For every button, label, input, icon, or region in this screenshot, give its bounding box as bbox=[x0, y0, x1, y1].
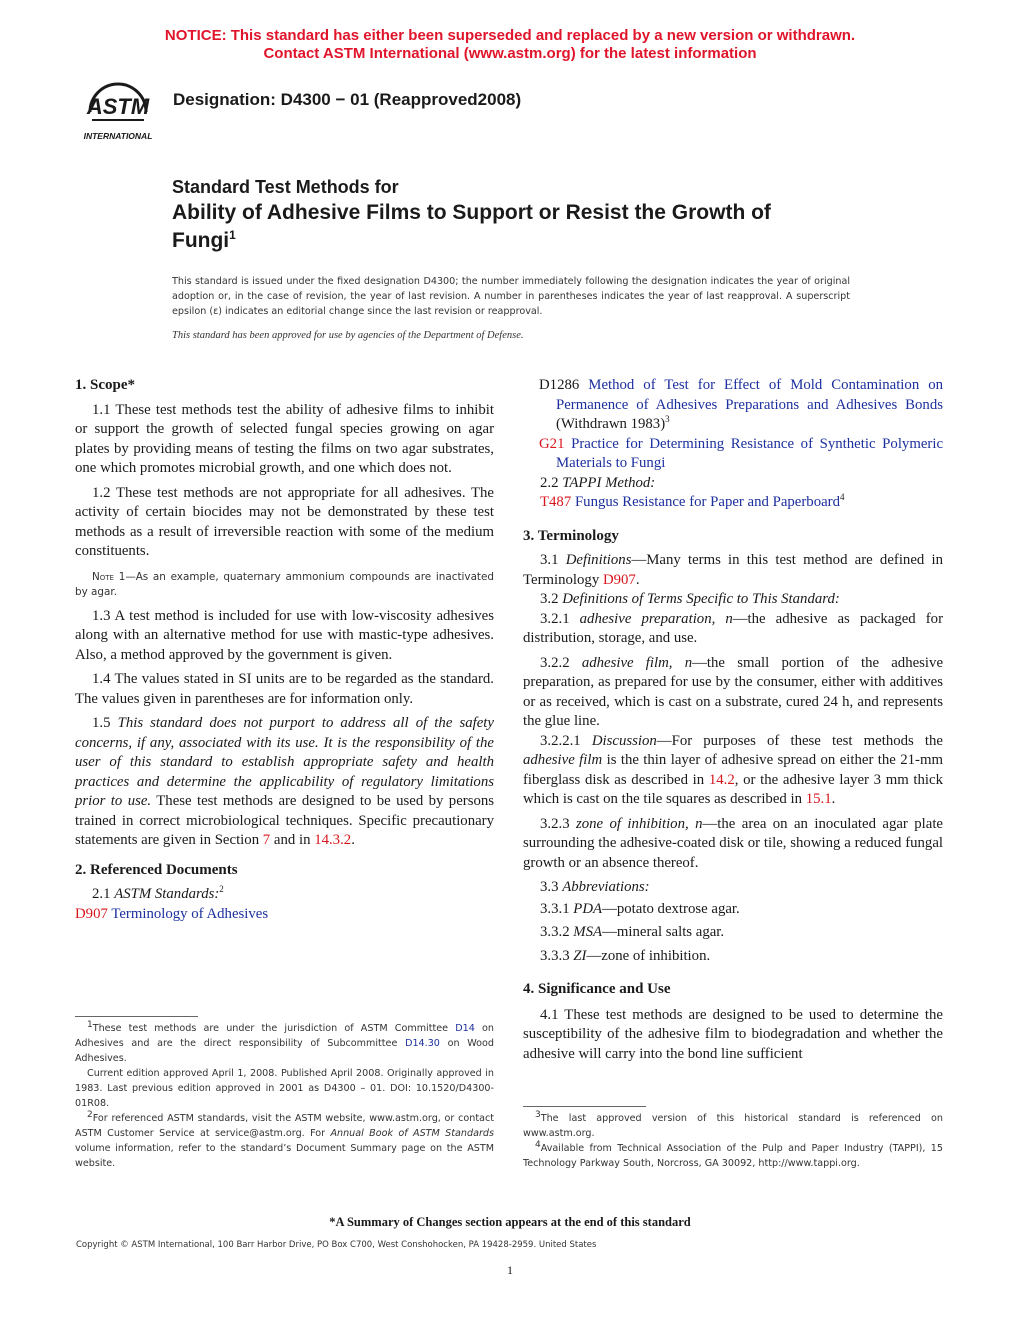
section-scope-heading: 1. Scope* bbox=[75, 377, 135, 393]
ref-g21[interactable]: G21 Practice for Determining Resistance of Synthetic Polymeric Materials to Fungi bbox=[539, 435, 944, 471]
para-3-2-2-1: 3.2.2.1 Discussion—For purposes of these test methods the adhesive film is the thin layer of adhesive spread on either the 21-mm fiberglass disk as described in 14.2, or the adhesive layer 3 mm thick which is cast on the tile squares as described in 15.1. bbox=[523, 732, 944, 807]
para-2-2: 2.2 TAPPI Method: bbox=[540, 474, 656, 491]
ref-15-1[interactable]: 15.1 bbox=[805, 791, 832, 807]
note-1: Note 1—As an example, quaternary ammonium compounds are inactivated by agar. bbox=[75, 570, 494, 598]
left-column bbox=[75, 376, 494, 924]
para-4-1: 4.1 These test methods are designed to be used to determine the susceptibility of the adhesive film to biodegradation and whether the adhesive will carry into the bond line sufficient bbox=[523, 1006, 943, 1062]
ref-t487[interactable]: T487 Fungus Resistance for Paper and Paperboard$^4$ bbox=[540, 492, 845, 510]
astm-logo bbox=[70, 72, 165, 142]
dod-approval: This standard has been approved for use by agencies of the Department of Defense. bbox=[172, 330, 524, 341]
footnotes-left bbox=[75, 1021, 494, 1171]
footnote-2: $^2$For referenced ASTM standards, visit the ASTM website, www.astm.org, or contact ASTM Customer Service at service@astm.org. For Annual Book of ASTM Standards volume information, refer to the standard’s Document Summary page on the ASTM website. bbox=[75, 1109, 494, 1169]
notice-banner bbox=[0, 27, 1020, 63]
link-d14-30[interactable]: D14.30 bbox=[405, 1038, 440, 1049]
footnote-1: $^1$These test methods are under the jurisdiction of ASTM Committee D14 on Adhesives and are the direct responsibility of Subcommittee D14.30 on Wood Adhesives. bbox=[75, 1019, 494, 1064]
logo-subtext: INTERNATIONAL bbox=[83, 131, 153, 141]
section-refdocs-heading: 2. Referenced Documents bbox=[75, 861, 238, 878]
para-3-3-3: 3.3.3 ZI—zone of inhibition. bbox=[540, 947, 711, 964]
ref-d907-inline[interactable]: D907 bbox=[602, 571, 636, 588]
title-line-2: Ability of Adhesive Films to Support or Resist the Growth of bbox=[172, 201, 771, 224]
section-significance-heading: 4. Significance and Use bbox=[523, 981, 671, 997]
ref-d1286[interactable]: D1286 Method of Test for Effect of Mold Contamination on Permanence of Adhesives Preparations and Adhesives Bonds (Withdrawn 1983)$^3$ bbox=[539, 377, 944, 432]
para-2-1: 2.1 ASTM Standards:$^2$ bbox=[92, 884, 224, 902]
designation: Designation: D4300 − 01 (Reapproved2008) bbox=[173, 90, 522, 109]
title-line-1: Standard Test Methods for bbox=[172, 177, 399, 197]
section-terminology-heading: 3. Terminology bbox=[523, 527, 619, 544]
ref-14-2[interactable]: 14.2 bbox=[708, 771, 735, 788]
para-3-2-3: 3.2.3 zone of inhibition, n—the area on an inoculated agar plate surrounding the adhesive-coated disk or tile, showing a reduced fungal growth or an absence thereof. bbox=[523, 815, 943, 871]
logo-text: ASTM bbox=[86, 94, 150, 119]
para-3-2-1: 3.2.1 adhesive preparation, n—the adhesive as packaged for distribution, storage, and use. bbox=[523, 610, 943, 646]
ref-14-3-2[interactable]: 14.3.2 bbox=[314, 832, 352, 848]
para-1-2: 1.2 These test methods are not appropriate for all adhesives. The activity of certain biocides may not be demonstrated by these test methods as a result of irreversible reaction with some of the medium constituents. bbox=[75, 484, 494, 559]
title-footnote-ref[interactable]: 1 bbox=[229, 228, 236, 242]
para-3-2-2: 3.2.2 adhesive film, n—the small portion of the adhesive preparation, as prepared for use by the consumer, either with additives or as received, which is cast on a substrate, cured 24 h, and represents the glue line. bbox=[523, 654, 944, 729]
summary-of-changes-note: *A Summary of Changes section appears at the end of this standard bbox=[329, 1215, 691, 1229]
para-3-3: 3.3 Abbreviations: bbox=[540, 879, 650, 895]
notice-line-1: NOTICE: This standard has either been superseded and replaced by a new version or withdrawn. bbox=[164, 27, 856, 44]
para-1-1: 1.1 These test methods test the ability of adhesive films to inhibit or support the growth of selected fungal species growing on agar plates by providing means of testing the films on two agar substrates, one which promotes microbial growth, and one which does not. bbox=[75, 401, 494, 476]
page-number: 1 bbox=[507, 1263, 513, 1277]
para-3-2: 3.2 Definitions of Terms Specific to This Standard: bbox=[540, 591, 840, 607]
right-column bbox=[523, 376, 943, 1064]
footnote-4: $^4$Available from Technical Association of the Pulp and Paper Industry (TAPPI), 15 Technology Parkway South, Norcross, GA 30092, http://www.tappi.org. bbox=[523, 1139, 943, 1169]
title-line-3: Fungi$^1$ bbox=[172, 228, 236, 252]
footnote-rule-left bbox=[75, 1016, 198, 1017]
para-1-3: 1.3 A test method is included for use with low-viscosity adhesives along with an alternative method for use with mastic-type adhesives. Also, a method approved by the government is given. bbox=[75, 607, 494, 663]
footnotes-right bbox=[523, 1111, 943, 1171]
para-1-5: 1.5 This standard does not purport to address all of the safety concerns, if any, associated with its use. It is the responsibility of the user of this standard to establish appropriate safety and health practices and determine the applicability of regulatory limitations prior to use. These test methods are designed to be used by persons trained in correct microbiological techniques. Specific precautionary statements are given in Section 7 and in 14.3.2. bbox=[75, 715, 495, 848]
footnote-rule-right bbox=[523, 1106, 646, 1107]
notice-line-2: Contact ASTM International (www.astm.org) for the latest information bbox=[263, 45, 757, 62]
para-3-3-1: 3.3.1 PDA—potato dextrose agar. bbox=[540, 900, 740, 917]
para-1-4: 1.4 The values stated in SI units are to be regarded as the standard. The values given in parentheses are for information only. bbox=[75, 671, 494, 707]
copyright: Copyright © ASTM International, 100 Barr Harbor Drive, PO Box C700, West Conshohocken, PA 19428-2959. United States bbox=[76, 1240, 597, 1250]
link-d14[interactable]: D14 bbox=[455, 1023, 475, 1034]
footnote-3: $^3$The last approved version of this historical standard is referenced on www.astm.org. bbox=[523, 1109, 943, 1139]
para-3-1: 3.1 Definitions—Many terms in this test method are defined in Terminology D907. bbox=[523, 552, 944, 588]
document-title bbox=[172, 175, 892, 255]
ref-section-7[interactable]: 7 bbox=[262, 832, 271, 848]
para-3-3-2: 3.3.2 MSA—mineral salts agar. bbox=[540, 924, 725, 940]
ref-d907[interactable]: D907 Terminology of Adhesives bbox=[75, 905, 269, 922]
preamble: This standard is issued under the fixed designation D4300; the number immediately following the designation indicates the year of original adoption or, in the case of revision, the year of last revision. A number in parentheses indicates the year of last reapproval. A superscript epsilon (ε) indicates an editorial change since the last revision or reapproval. bbox=[172, 276, 850, 317]
footnote-1-edition: Current edition approved April 1, 2008. Published April 2008. Originally approved in 1983. Last previous edition approved in 2001 as D4300 – 01. DOI: 10.1520/D4300-01R08. bbox=[75, 1068, 494, 1109]
